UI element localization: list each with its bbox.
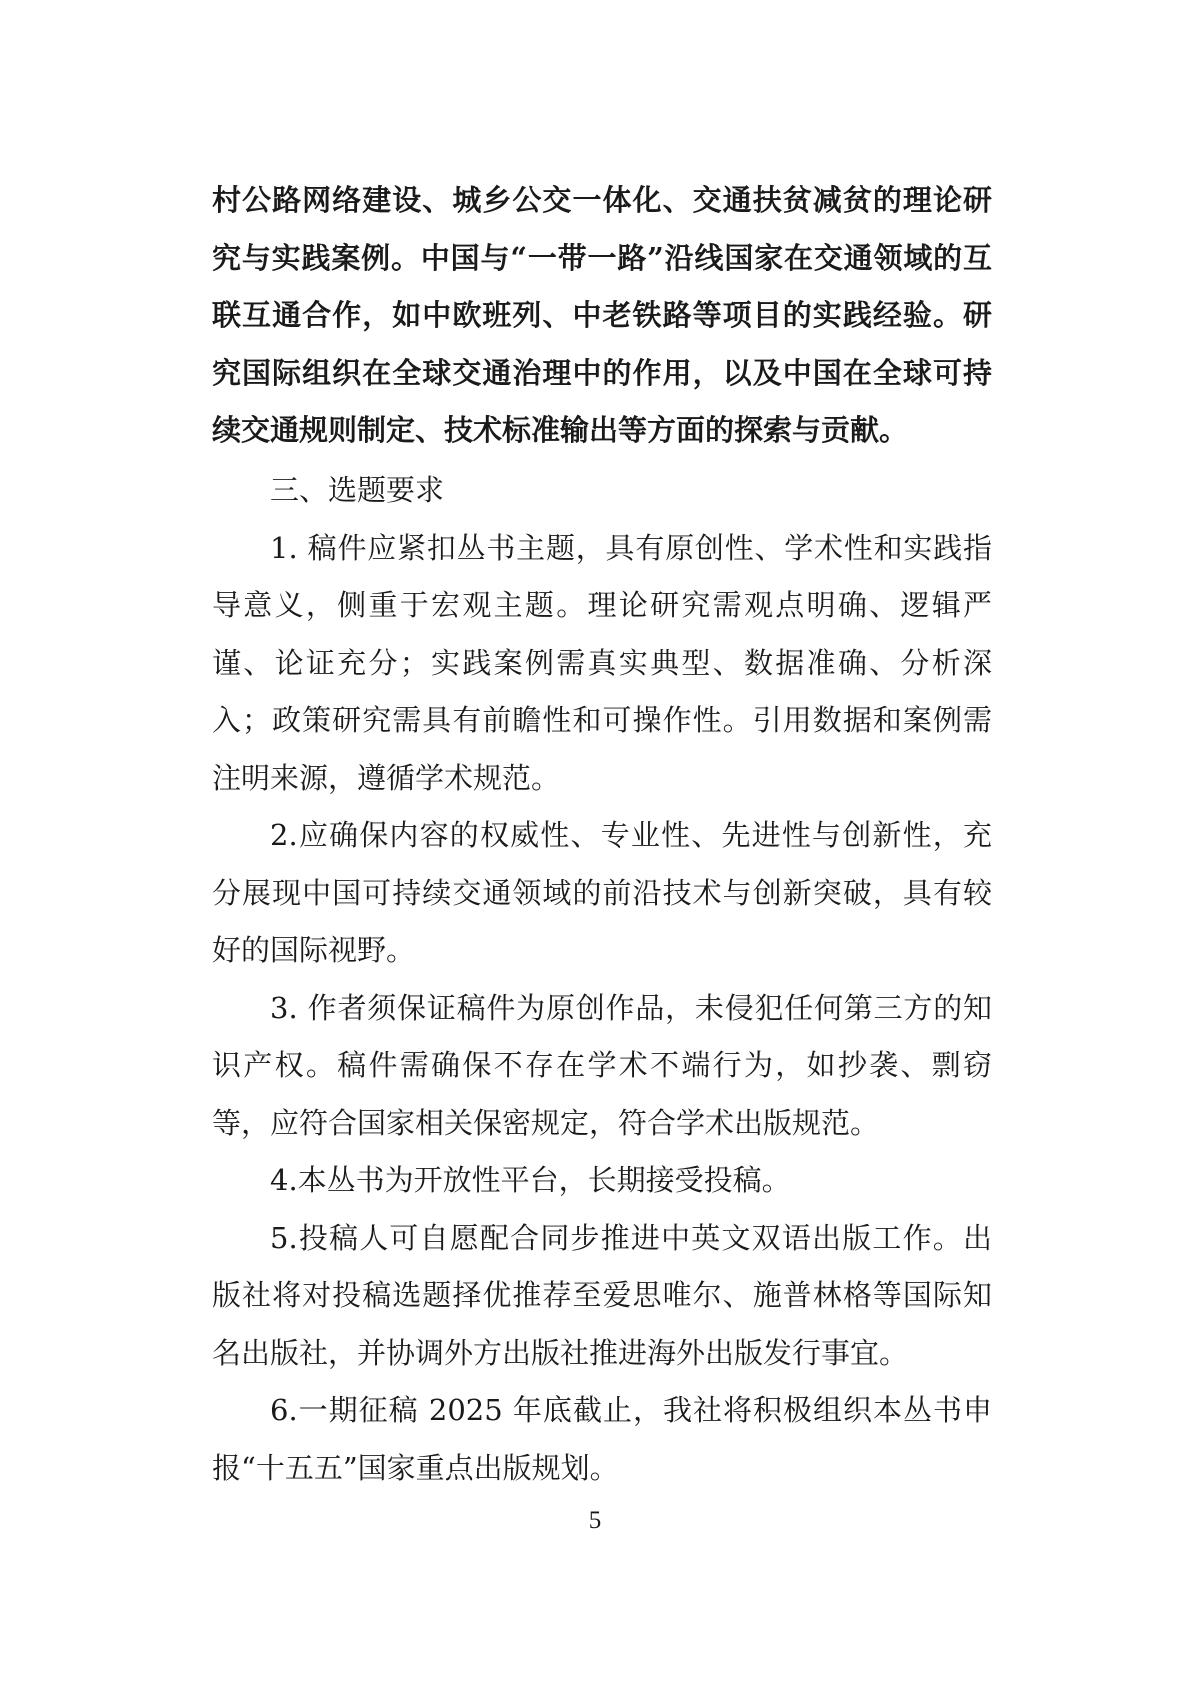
requirement-item-1: 1. 稿件应紧扣丛书主题，具有原创性、学术性和实践指导意义，侧重于宏观主题。理论研究需观点明确、逻辑严谨、论证充分；实践案例需真实典型、数据准确、分析深入；政策研究需具有前瞻性和可操作性。引用数据和案例需注明来源，遵循学术规范。 [212,530,992,795]
intro-text-block [212,172,992,460]
requirement-item-6: 6.一期征稿 2025 年底截止，我社将积极组织本丛书申报“十五五”国家重点出版规划。 [212,1393,992,1485]
intro-paragraph: 村公路网络建设、城乡公交一体化、交通扶贫减贫的理论研究与实践案例。中国与“一带一路”沿线国家在交通领域的互联互通合作，如中欧班列、中老铁路等项目的实践经验。研究国际组织在全球交通治理中的作用，以及中国在全球可持续交通规则制定、技术标准输出等方面的探索与贡献。 [212,183,992,447]
requirement-item-4: 4.本丛书为开放性平台，长期接受投稿。 [270,1163,791,1197]
requirement-item-5: 5.投稿人可自愿配合同步推进中英文双语出版工作。出版社将对投稿选题择优推荐至爱思唯尔、施普林格等国际知名出版社，并协调外方出版社推进海外出版发行事宜。 [212,1220,992,1370]
section-heading: 三、选题要求 [270,473,445,507]
requirement-item-2: 2.应确保内容的权威性、专业性、先进性与创新性，充分展现中国可持续交通领域的前沿技术与创新突破，具有较好的国际视野。 [212,818,992,967]
requirement-item-3: 3. 作者须保证稿件为原创作品，未侵犯任何第三方的知识产权。稿件需确保不存在学术不端行为，如抄袭、剽窃等，应符合国家相关保密规定，符合学术出版规范。 [212,990,992,1140]
page-number: 5 [588,1507,602,1534]
requirements-section [212,462,992,1497]
